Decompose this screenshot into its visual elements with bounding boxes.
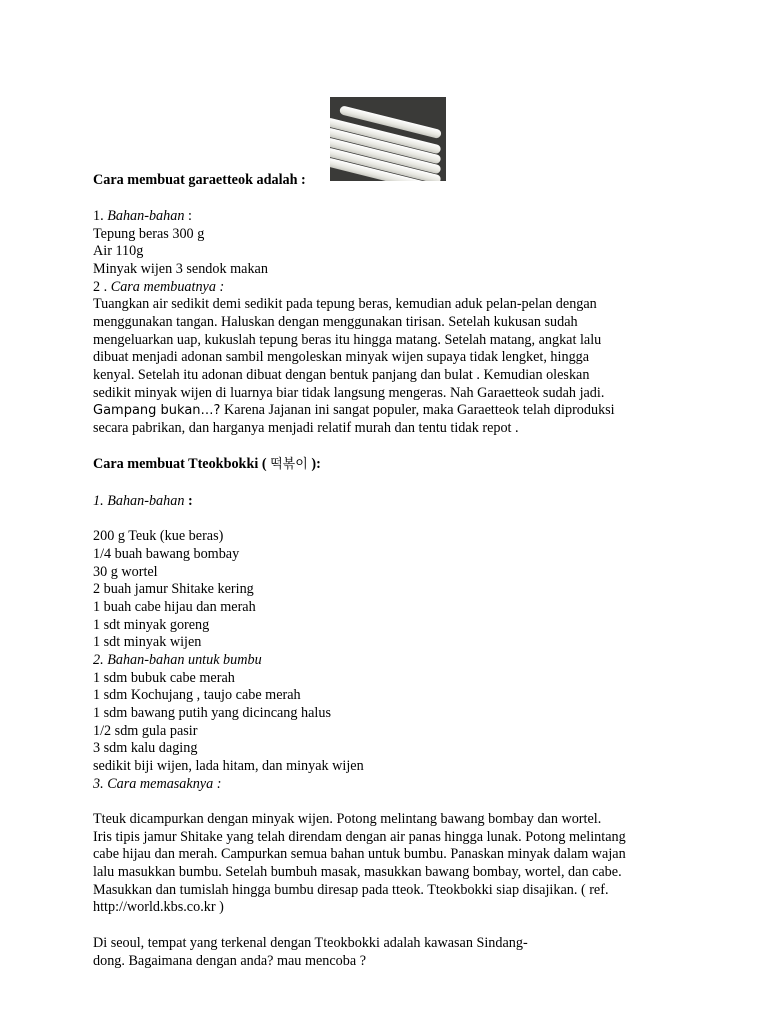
- spice-line: 1 sdm Kochujang , taujo cabe merah: [93, 687, 301, 703]
- garaetteok-ingredients-title: 1. Bahan-bahan :: [93, 208, 192, 224]
- tteokbokki-ingredients-title: 1. Bahan-bahan :: [93, 493, 193, 509]
- cook-line: Tteuk dicampurkan dengan minyak wijen. Potong melintang bawang bombay dan wortel.: [93, 811, 602, 827]
- spice-line: 1 sdm bawang putih yang dicincang halus: [93, 705, 331, 721]
- ingredient-line: 1/4 buah bawang bombay: [93, 546, 240, 562]
- method-line: secara pabrikan, dan harganya menjadi relatif murah dan tentu tidak repot .: [93, 420, 519, 436]
- cook-line: Iris tipis jamur Shitake yang telah direndam dengan air panas hingga lunak. Potong melintang: [93, 829, 626, 845]
- ingredient-line: 30 g wortel: [93, 564, 158, 580]
- cook-line: lalu masukkan bumbu. Setelah bumbuh masak, masukkan bawang bombay, wortel, dan cabe.: [93, 864, 622, 880]
- cook-line: Masukkan dan tumislah hingga bumbu diresap pada tteok. Tteokbokki siap disajikan. ( ref.: [93, 882, 609, 898]
- spice-line: sedikit biji wijen, lada hitam, dan minyak wijen: [93, 758, 364, 774]
- ingredient-line: 1 sdt minyak goreng: [93, 617, 210, 633]
- method-line: mengeluarkan uap, kukuslah tepung beras itu hingga matang. Setelah matang, angkat lalu: [93, 332, 602, 348]
- ingredient-line: Air 110g: [93, 243, 144, 259]
- cook-line: http://world.kbs.co.kr ): [93, 899, 224, 915]
- tteokbokki-spice-title: 2. Bahan-bahan untuk bumbu: [93, 652, 262, 668]
- spice-line: 1/2 sdm gula pasir: [93, 723, 198, 739]
- garaetteok-photo: [330, 97, 446, 181]
- spice-line: 3 sdm kalu daging: [93, 740, 198, 756]
- ingredient-line: 1 buah cabe hijau dan merah: [93, 599, 256, 615]
- tteokbokki-heading: Cara membuat Tteokbokki ( 떡볶이 ):: [93, 456, 321, 472]
- ingredient-line: Tepung beras 300 g: [93, 226, 205, 242]
- closing-line: dong. Bagaimana dengan anda? mau mencoba ?: [93, 953, 366, 969]
- method-line: menggunakan tangan. Haluskan dengan menggunakan tirisan. Setelah kukusan sudah: [93, 314, 578, 330]
- method-line: Tuangkan air sedikit demi sedikit pada tepung beras, kemudian aduk pelan-pelan dengan: [93, 296, 597, 312]
- ingredient-line: 1 sdt minyak wijen: [93, 634, 202, 650]
- ingredient-line: 200 g Teuk (kue beras): [93, 528, 224, 544]
- tteokbokki-cook-title: 3. Cara memasaknya :: [93, 776, 222, 792]
- garaetteok-heading: Cara membuat garaetteok adalah :: [93, 172, 306, 188]
- garaetteok-method-title: 2 . Cara membuatnya :: [93, 279, 225, 295]
- method-line: Gampang bukan…? Karena Jajanan ini sangat populer, maka Garaetteok telah diproduksi: [93, 402, 615, 418]
- closing-line: Di seoul, tempat yang terkenal dengan Tteokbokki adalah kawasan Sindang-: [93, 935, 528, 951]
- ingredient-line: Minyak wijen 3 sendok makan: [93, 261, 268, 277]
- method-line: dibuat menjadi adonan sambil mengoleskan minyak wijen supaya tidak lengket, hingga: [93, 349, 590, 365]
- method-line: kenyal. Setelah itu adonan dibuat dengan bentuk panjang dan bulat . Kemudian oleskan: [93, 367, 590, 383]
- cook-line: cabe hijau dan merah. Campurkan semua bahan untuk bumbu. Panaskan minyak dalam wajan: [93, 846, 626, 862]
- ingredient-line: 2 buah jamur Shitake kering: [93, 581, 254, 597]
- spice-line: 1 sdm bubuk cabe merah: [93, 670, 235, 686]
- method-line: sedikit minyak wijen di luarnya biar tidak langsung mengeras. Nah Garaetteok sudah jadi.: [93, 385, 605, 401]
